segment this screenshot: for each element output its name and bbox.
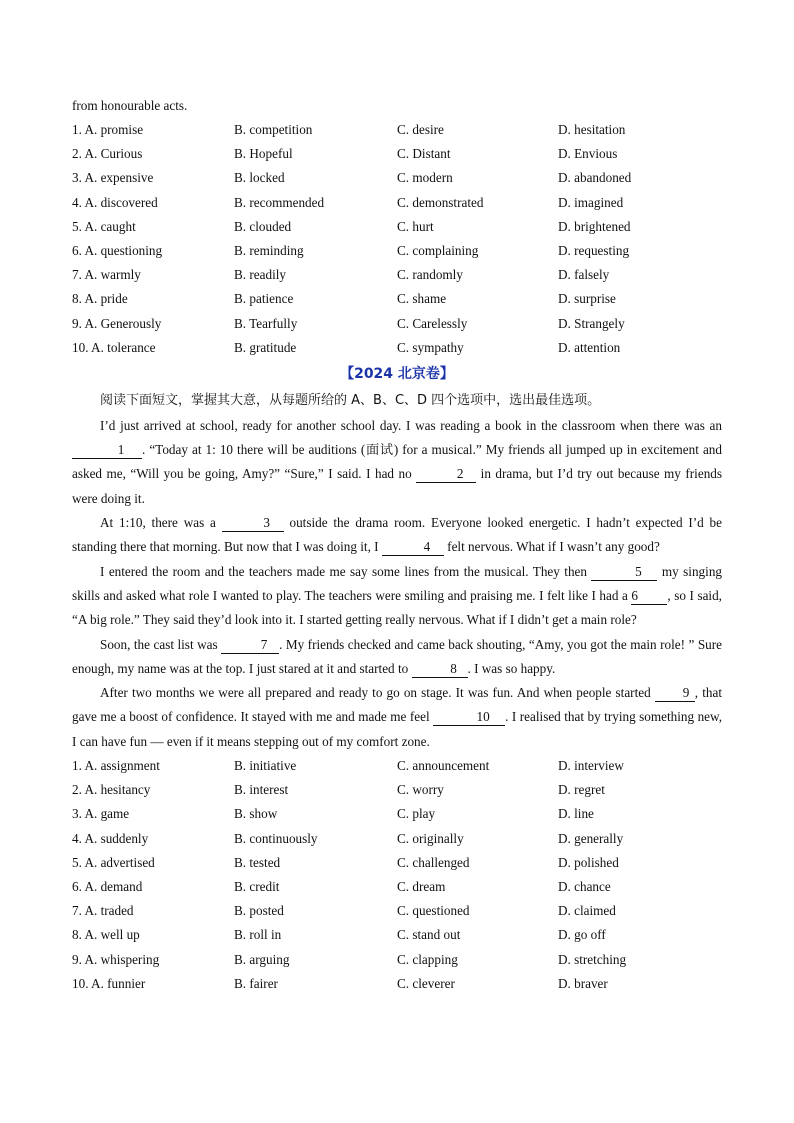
option-c: C. sympathy — [397, 339, 464, 355]
option-d: D. brightened — [558, 218, 631, 234]
option-d: D. attention — [558, 339, 621, 355]
option-a: 4. A. discovered — [72, 194, 158, 210]
option-row — [72, 948, 722, 972]
option-b: B. arguing — [234, 951, 290, 967]
option-c: C. cleverer — [397, 975, 455, 991]
option-b: B. Hopeful — [234, 146, 293, 162]
option-c: C. demonstrated — [397, 194, 484, 210]
section-title: 【2024 北京卷】 — [340, 365, 454, 382]
option-a: 1. A. assignment — [72, 758, 160, 774]
option-a: 10. A. tolerance — [72, 339, 156, 355]
option-b: B. competition — [234, 122, 313, 137]
option-row — [72, 118, 722, 142]
option-row — [72, 923, 722, 947]
option-row — [72, 827, 722, 851]
option-row — [72, 972, 722, 996]
option-row — [72, 875, 722, 899]
passage-paragraph-1: I’d just arrived at school, ready for another school day. I was reading a book in the classroom when there was an 1 . “Today at 1: 10 there will be auditions (面试) for a musical.” My friends all jumped up in excitement and asked me, “Will you be going, Amy?” “Sure,” I said. I had no 2 in drama, but I’d try out because my friends were doing it. — [72, 417, 723, 506]
option-b: B. readily — [234, 267, 287, 283]
option-c: C. desire — [397, 122, 444, 137]
option-b: B. Tearfully — [234, 315, 298, 331]
option-d: D. falsely — [558, 267, 610, 283]
option-d: D. line — [558, 806, 594, 822]
option-a: 9. A. whispering — [72, 951, 160, 967]
passage-paragraph-4: Soon, the cast list was 7 . My friends checked and came back shouting, “Amy, you got the main role! ” Sure enough, my name was at the top. I just stared at it and started to 8 . I was so happy. — [72, 636, 722, 676]
option-c: C. worry — [397, 782, 444, 798]
option-a: 7. A. traded — [72, 903, 134, 919]
option-row — [72, 851, 722, 875]
option-row — [72, 336, 722, 360]
option-b: B. show — [234, 806, 278, 822]
option-row — [72, 754, 722, 778]
option-a: 9. A. Generously — [72, 315, 162, 331]
option-a: 7. A. warmly — [72, 267, 141, 283]
option-a: 5. A. advertised — [72, 854, 155, 870]
option-a: 2. A. hesitancy — [72, 782, 151, 798]
option-d: D. chance — [558, 878, 611, 894]
option-b: B. gratitude — [234, 339, 297, 355]
option-c: C. questioned — [397, 903, 470, 919]
option-a: 6. A. questioning — [72, 242, 163, 258]
option-d: D. polished — [558, 854, 619, 870]
option-c: C. announcement — [397, 758, 490, 774]
option-d: D. go off — [558, 927, 606, 943]
option-b: B. posted — [234, 903, 284, 919]
blank-5: 5 — [591, 564, 657, 581]
option-row — [72, 239, 722, 263]
option-a: 4. A. suddenly — [72, 830, 149, 846]
option-d: D. stretching — [558, 951, 627, 967]
blank-8: 8 — [412, 661, 468, 678]
option-row — [72, 802, 722, 826]
blank-9: 9 — [655, 685, 695, 702]
option-row — [72, 312, 722, 336]
option-a: 2. A. Curious — [72, 146, 143, 162]
blank-2: 2 — [416, 466, 476, 483]
option-c: C. originally — [397, 830, 464, 846]
passage-paragraph-3: I entered the room and the teachers made me say some lines from the musical. They then 5 my singing skills and asked what role I wanted to play. The teachers were smiling and praising me. I felt like I had a 6 , so I said, “A big role.” They said they’d look into it. I started getting really nervous. What if I didn’t get a main role? — [72, 563, 723, 628]
option-d: D. generally — [558, 830, 624, 846]
option-row — [72, 287, 722, 311]
option-d: D. regret — [558, 782, 605, 798]
option-a: 6. A. demand — [72, 878, 143, 894]
option-c: C. play — [397, 806, 436, 822]
option-d: D. abandoned — [558, 170, 632, 186]
option-b: B. clouded — [234, 218, 292, 234]
option-row — [72, 263, 722, 287]
option-row — [72, 191, 722, 215]
option-b: B. fairer — [234, 975, 278, 991]
options-list — [72, 754, 722, 996]
option-d: D. interview — [558, 758, 624, 774]
passage-paragraph-2: At 1:10, there was a 3 outside the drama room. Everyone looked energetic. I hadn’t expected I’d be standing there that morning. But now that I was doing it, I 4 felt nervous. What if I wasn’t any good? — [72, 515, 722, 555]
option-b: B. recommended — [234, 194, 325, 210]
passage-paragraph-5: After two months we were all prepared and ready to go on stage. It was fun. And when people started 9 , that gave me a boost of confidence. It stayed with me and made me feel 10 . I realised that by trying something new, I can have fun — even if it means stepping out of my comfort zone. — [72, 685, 723, 749]
option-d: D. imagined — [558, 194, 624, 210]
previous-passage-tail: from honourable acts. — [72, 98, 188, 113]
option-b: B. patience — [234, 291, 294, 307]
option-b: B. credit — [234, 878, 280, 894]
option-row — [72, 778, 722, 802]
option-b: B. roll in — [234, 927, 282, 943]
option-row — [72, 215, 722, 239]
instructions: 阅读下面短文，掌握其大意，从每题所给的 A、B、C、D 四个选项中，选出最佳选项。 — [100, 392, 601, 408]
option-a: 3. A. game — [72, 806, 130, 822]
option-c: C. modern — [397, 170, 453, 186]
option-c: C. hurt — [397, 218, 434, 234]
option-b: B. continuously — [234, 830, 318, 846]
option-a: 8. A. pride — [72, 291, 128, 307]
blank-10: 10 — [433, 709, 505, 726]
option-a: 1. A. promise — [72, 122, 144, 137]
option-a: 3. A. expensive — [72, 170, 154, 186]
blank-7: 7 — [221, 637, 279, 654]
exam-page — [72, 94, 722, 996]
blank-6: 6 — [631, 588, 667, 605]
option-a: 10. A. funnier — [72, 975, 146, 991]
option-b: B. reminding — [234, 242, 304, 258]
option-d: D. surprise — [558, 291, 616, 307]
blank-3: 3 — [222, 515, 284, 532]
option-d: D. requesting — [558, 242, 630, 258]
option-c: C. Distant — [397, 146, 451, 162]
option-row — [72, 142, 722, 166]
option-d: D. hesitation — [558, 122, 626, 137]
option-b: B. tested — [234, 854, 281, 870]
option-row — [72, 166, 722, 190]
option-c: C. challenged — [397, 854, 470, 870]
option-d: D. Envious — [558, 146, 618, 162]
option-row — [72, 899, 722, 923]
option-c: C. clapping — [397, 951, 458, 967]
option-a: 8. A. well up — [72, 927, 140, 943]
previous-options-list — [72, 118, 722, 360]
option-d: D. Strangely — [558, 315, 625, 331]
option-d: D. braver — [558, 975, 608, 991]
option-b: B. locked — [234, 170, 285, 186]
option-c: C. randomly — [397, 267, 463, 283]
option-b: B. initiative — [234, 758, 297, 774]
option-c: C. stand out — [397, 927, 461, 943]
blank-4: 4 — [382, 539, 444, 556]
option-b: B. interest — [234, 782, 289, 798]
option-c: C. Carelessly — [397, 315, 468, 331]
blank-1: 1 — [72, 442, 142, 459]
option-d: D. claimed — [558, 903, 616, 919]
option-c: C. complaining — [397, 242, 479, 258]
option-a: 5. A. caught — [72, 218, 136, 234]
option-c: C. shame — [397, 291, 447, 307]
option-c: C. dream — [397, 878, 446, 894]
